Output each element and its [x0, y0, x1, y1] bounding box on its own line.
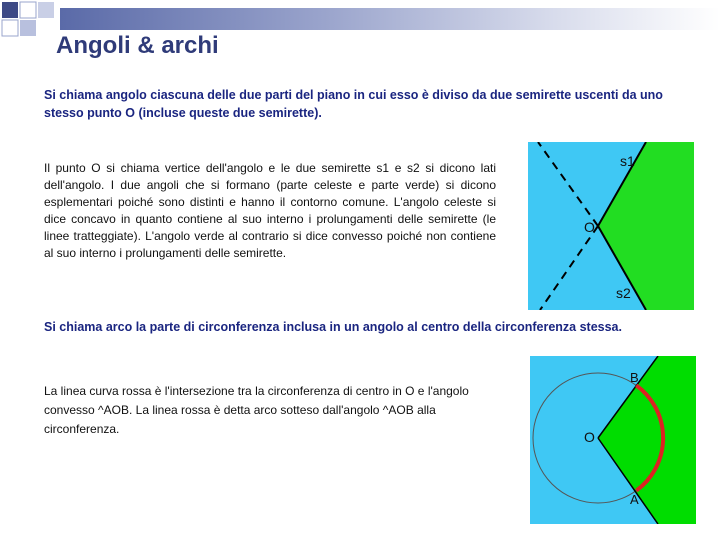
label-s1: s1 [620, 153, 635, 169]
label-s2: s2 [616, 285, 631, 301]
corner-decoration [0, 0, 60, 40]
label-o: O [584, 219, 595, 235]
angle-explanation: Il punto O si chiama vertice dell'angolo e le due semirette s1 e s2 si dicono lati dell'angolo. I due angoli che si formano (parte celeste e parte verde) si dicono esplementari poiché sono distinti e hanno il contorno comune. L'angolo celeste si dice concavo in quanto contiene al suo interno i prolungamenti delle semirette (le linee tratteggiate). L'angolo verde al contrario si dice convesso poiché non contiene al suo interno i prolungamenti delle semirette. [44, 161, 496, 260]
page-title: Angoli & archi [56, 32, 219, 59]
angle-definition: Si chiama angolo ciascuna delle due parti del piano in cui esso è diviso da due semirette uscenti da uno stesso punto O (incluse queste due semirette). [44, 88, 663, 120]
arc-figure [530, 356, 696, 524]
arc-definition: Si chiama arco la parte di circonferenza inclusa in un angolo al centro della circonferenza stessa. [44, 320, 622, 334]
arc-explanation: La linea curva rossa è l'intersezione tra la circonferenza di centro in O e l'angolo convesso ^AOB. La linea rossa è detta arco sotteso dall'angolo ^AOB alla circonferenza. [44, 384, 469, 436]
label-o: O [584, 429, 595, 445]
header-bar [60, 8, 720, 30]
angle-figure [528, 142, 694, 310]
label-b: B [630, 370, 639, 385]
label-a: A [630, 492, 639, 507]
